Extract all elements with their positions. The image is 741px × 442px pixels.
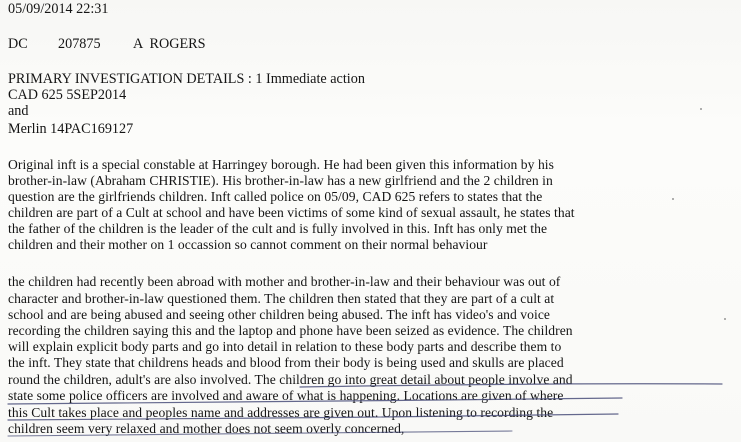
- paragraph-line: question are the girlfriends children. Inft called police on 05/09, CAD 625 refers to states that the: [8, 189, 543, 204]
- scan-speck: [724, 318, 726, 320]
- paragraph-line: the inft. They state that childrens heads and blood from their body is being used and skulls are placed: [8, 355, 564, 370]
- paragraph-line: recording the children saying this and the laptop and phone have been seized as evidence. The children: [8, 323, 573, 338]
- paragraph-line: the children had recently been abroad with mother and brother-in-law and their behaviour was out of: [8, 274, 561, 289]
- paragraph-line: round the children, adult's are also involved. The children go into great detail about people involve and: [8, 372, 573, 387]
- officer-name: A ROGERS: [133, 36, 206, 52]
- cad-reference: CAD 625 5SEP2014: [8, 87, 127, 103]
- report-datetime: 05/09/2014 22:31: [8, 1, 109, 17]
- paragraph-line: school and are being abused and seeing other children being abused. The inft has video's and voice: [8, 307, 550, 322]
- officer-rank: DC: [8, 36, 28, 52]
- paragraph-line: the father of the children is the leader of the cult and is fully involved in this. Inft has only met the: [8, 221, 548, 236]
- paragraph-line: children seem very relaxed and mother does not seem overly concerned,: [8, 421, 405, 436]
- paragraph-line: brother-in-law (Abraham CHRISTIE). His brother-in-law has a new girlfriend and the 2 children in: [8, 173, 553, 188]
- paragraph-line: will explain explicit body parts and go into detail in relation to these body parts and describe them to: [8, 339, 562, 354]
- scan-speck: [700, 108, 702, 110]
- paragraph-line: state some police officers are involved and aware of what is happening. Locations are given of where: [8, 388, 564, 403]
- warrant-number: 207875: [58, 36, 101, 52]
- paragraph-line: children are part of a Cult at school and have been victims of some kind of sexual assault, he states that: [8, 205, 575, 220]
- paragraph-line: this Cult takes place and peoples name and addresses are given out. Upon listening to recording the: [8, 405, 554, 420]
- paragraph-line: character and brother-in-law questioned them. The children then stated that they are part of a cult at: [8, 291, 555, 306]
- investigation-heading: PRIMARY INVESTIGATION DETAILS : 1 Immediate action: [8, 71, 365, 87]
- paragraph-line: children and their mother on 1 occassion so cannot comment on their normal behaviour: [8, 237, 488, 252]
- conjunction-text: and: [8, 103, 29, 119]
- paragraph-line: Original inft is a special constable at Harringey borough. He had been given this information by his: [8, 157, 554, 172]
- scan-speck: [672, 198, 674, 200]
- merlin-reference: Merlin 14PAC169127: [8, 121, 134, 137]
